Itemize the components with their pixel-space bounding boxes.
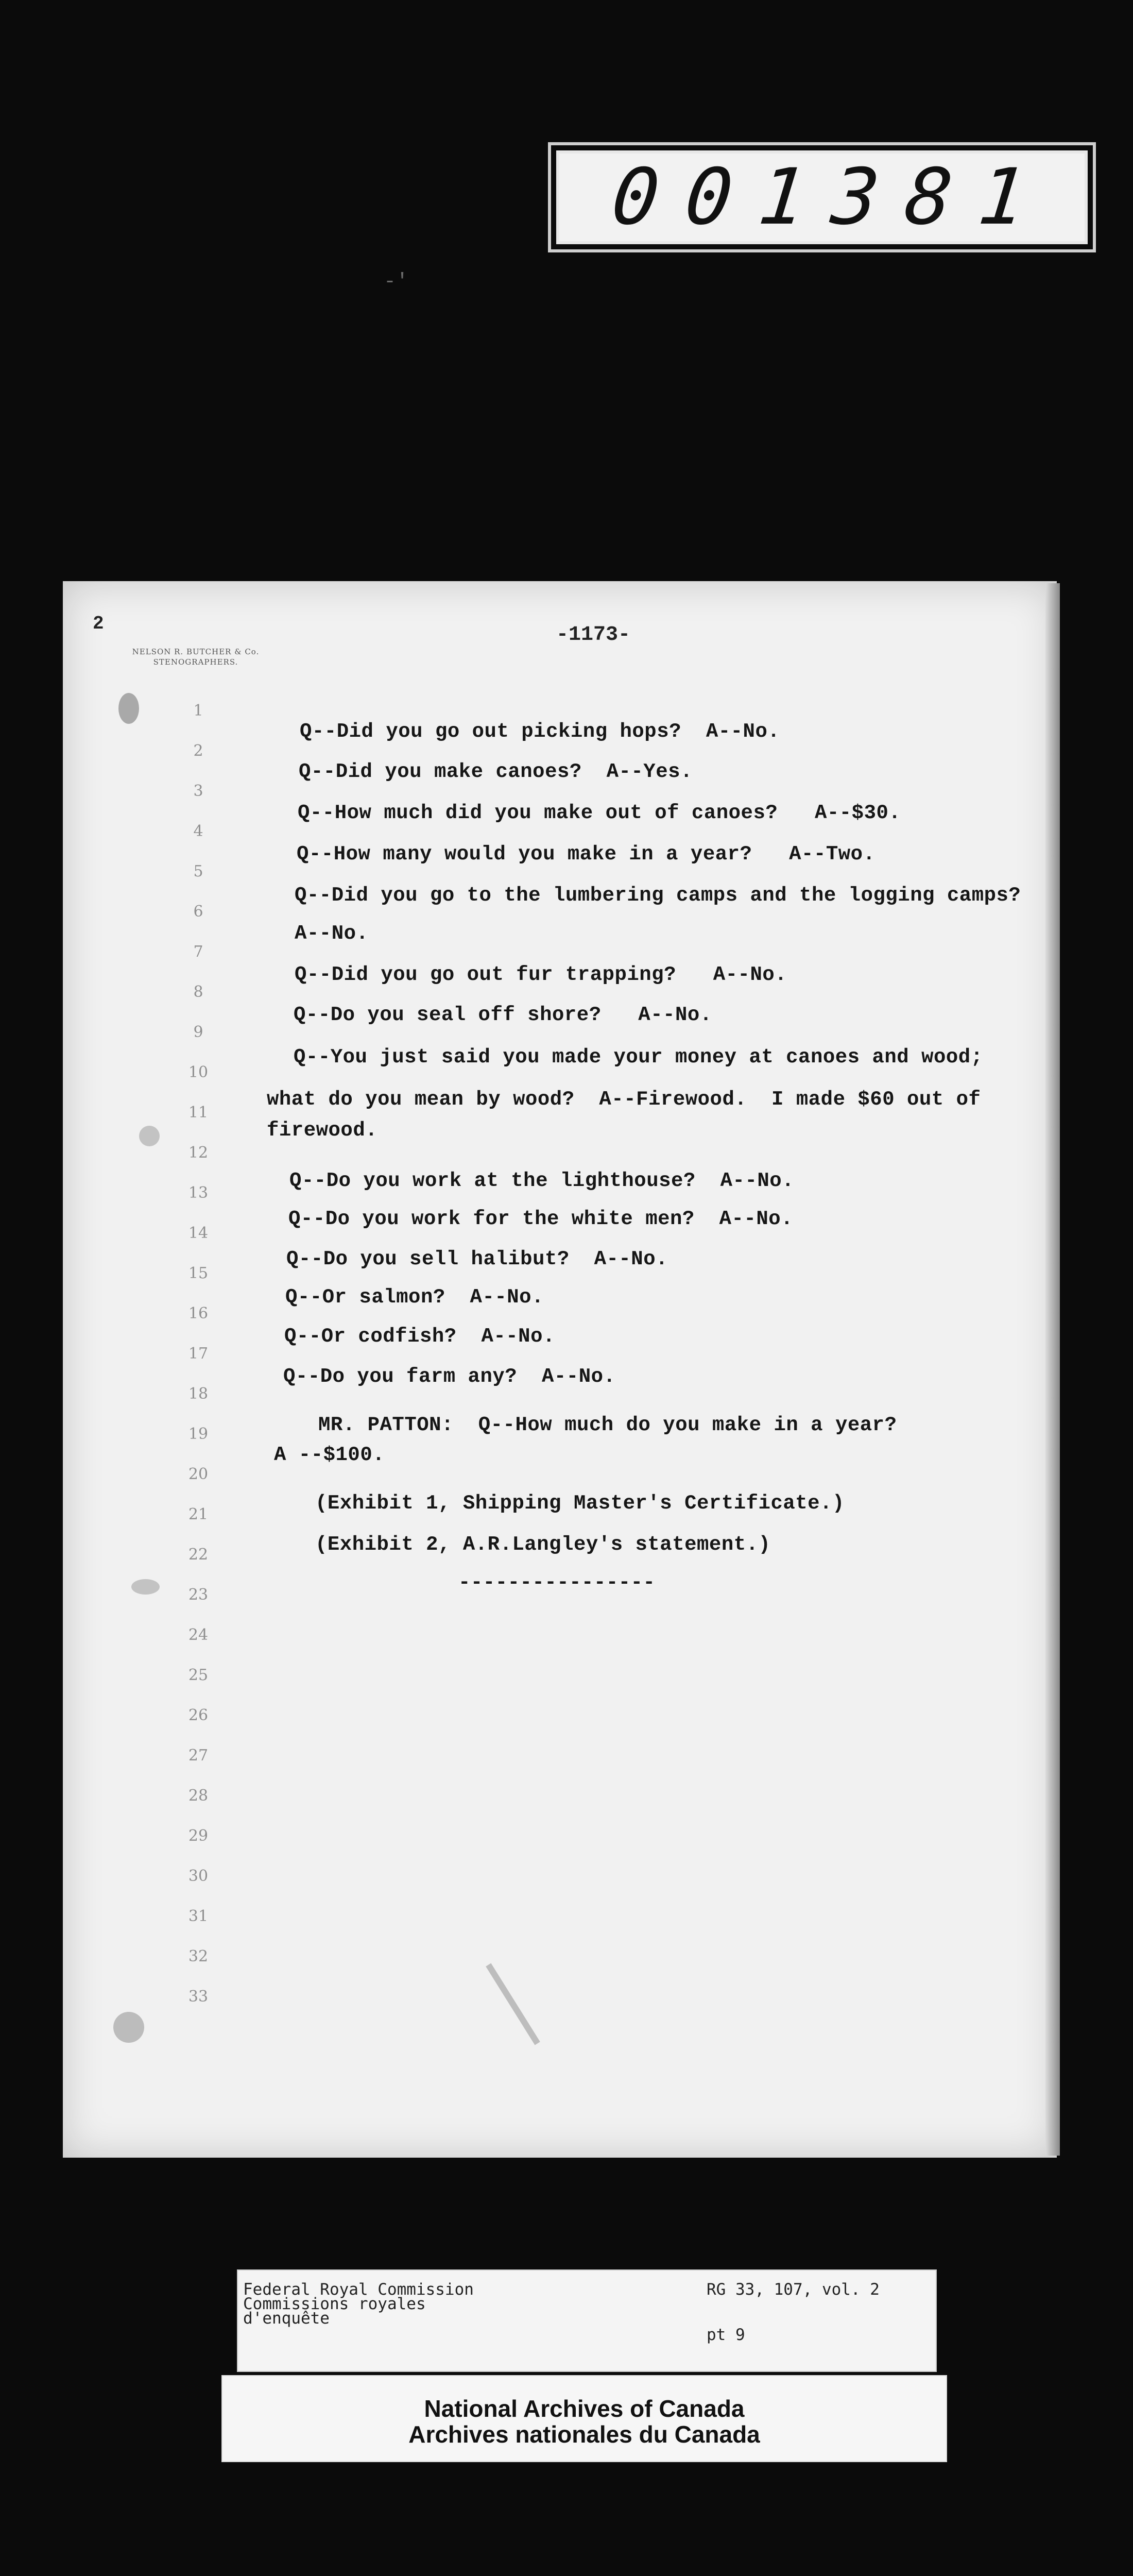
archive-name-fr: Archives nationales du Canada bbox=[408, 2421, 760, 2448]
line-number: 1 bbox=[193, 702, 203, 720]
page-number: -1173- bbox=[556, 623, 631, 647]
line-number: 12 bbox=[188, 1144, 209, 1162]
firm-role: STENOGRAPHERS. bbox=[153, 657, 238, 667]
transcript-line: Q--Did you make canoes? A--Yes. bbox=[299, 760, 693, 783]
stenographer-firm bbox=[106, 647, 286, 667]
line-number: 30 bbox=[188, 1867, 209, 1885]
scan-speck bbox=[118, 693, 139, 724]
line-number: 24 bbox=[188, 1626, 209, 1644]
transcript-line: Q--How many would you make in a year? A--Two. bbox=[297, 843, 876, 866]
corner-number: 2 bbox=[93, 613, 104, 634]
collection-label bbox=[237, 2269, 937, 2372]
line-number: 32 bbox=[188, 1947, 209, 1965]
transcript-line: Q--Do you work at the lighthouse? A--No. bbox=[289, 1170, 795, 1192]
frame-counter-number: 001381 bbox=[607, 152, 1057, 242]
line-number: 22 bbox=[188, 1546, 209, 1564]
line-number: 26 bbox=[188, 1706, 209, 1724]
collection-name-fr: Commissions royales bbox=[243, 2295, 426, 2313]
line-number: 14 bbox=[188, 1224, 209, 1242]
transcript-line: MR. PATTON: Q--How much do you make in a year? bbox=[318, 1414, 897, 1436]
transcript-line: A--No. bbox=[295, 922, 369, 945]
collection-name-fr-2: d'enquête bbox=[243, 2309, 330, 2328]
transcript-line: Q--Do you work for the white men? A--No. bbox=[288, 1208, 794, 1230]
archive-name-en: National Archives of Canada bbox=[424, 2395, 745, 2422]
line-number: 13 bbox=[188, 1184, 209, 1202]
line-number: 7 bbox=[193, 943, 203, 961]
scratch-mark: -' bbox=[384, 270, 409, 294]
line-number: 2 bbox=[193, 742, 203, 760]
line-number: 8 bbox=[193, 983, 203, 1001]
line-number: 27 bbox=[188, 1747, 209, 1765]
transcript-line: A --$100. bbox=[274, 1444, 385, 1466]
transcript-line: Q--Do you sell halibut? A--No. bbox=[286, 1248, 668, 1270]
collection-name-en: Federal Royal Commission bbox=[243, 2280, 474, 2299]
transcript-line: Q--Do you farm any? A--No. bbox=[283, 1365, 616, 1388]
end-rule: ---------------- bbox=[458, 1571, 656, 1594]
line-number: 6 bbox=[193, 903, 203, 921]
transcript-line: Q--Did you go out fur trapping? A--No. bbox=[295, 963, 787, 986]
part-number: pt 9 bbox=[707, 2326, 745, 2344]
transcript-line: (Exhibit 2, A.R.Langley's statement.) bbox=[315, 1533, 771, 1556]
line-number: 31 bbox=[188, 1907, 209, 1925]
line-number: 25 bbox=[188, 1666, 209, 1684]
line-number: 28 bbox=[188, 1787, 209, 1805]
transcript-line: firewood. bbox=[267, 1119, 378, 1142]
archive-plate bbox=[221, 2375, 947, 2462]
line-number: 19 bbox=[188, 1425, 209, 1443]
scan-speck bbox=[113, 2012, 144, 2043]
transcript-line: what do you mean by wood? A--Firewood. I made $60 out of bbox=[267, 1088, 981, 1111]
line-number: 23 bbox=[188, 1586, 209, 1604]
line-number: 3 bbox=[193, 782, 203, 800]
transcript-line: Q--You just said you made your money at canoes and wood; bbox=[294, 1046, 983, 1069]
transcript-line: Q--Or salmon? A--No. bbox=[285, 1286, 544, 1309]
firm-name: NELSON R. BUTCHER & Co. bbox=[132, 647, 260, 656]
transcript-line: Q--Or codfish? A--No. bbox=[284, 1325, 555, 1348]
line-number: 29 bbox=[188, 1827, 209, 1845]
transcript-line: Q--Do you seal off shore? A--No. bbox=[294, 1004, 712, 1026]
line-number: 21 bbox=[188, 1505, 209, 1523]
line-number: 17 bbox=[188, 1345, 209, 1363]
line-number: 10 bbox=[188, 1063, 209, 1081]
page-edge bbox=[1045, 583, 1060, 2156]
record-group-reference: RG 33, 107, vol. 2 bbox=[707, 2280, 880, 2299]
scan-speck bbox=[139, 1126, 160, 1146]
line-number: 15 bbox=[188, 1264, 209, 1282]
transcript-line: Q--Did you go out picking hops? A--No. bbox=[300, 720, 780, 743]
line-number: 9 bbox=[193, 1023, 203, 1041]
line-number: 4 bbox=[193, 822, 203, 840]
line-number: 18 bbox=[188, 1385, 209, 1403]
transcript-line: (Exhibit 1, Shipping Master's Certificate.) bbox=[315, 1492, 845, 1515]
line-number: 16 bbox=[188, 1304, 209, 1323]
transcript-line: Q--Did you go to the lumbering camps and the logging camps? bbox=[295, 884, 1021, 907]
line-number: 5 bbox=[193, 862, 203, 880]
frame-counter bbox=[556, 150, 1088, 244]
line-number: 33 bbox=[188, 1988, 209, 2006]
line-number: 20 bbox=[188, 1465, 209, 1483]
scan-speck bbox=[131, 1579, 160, 1595]
transcript-line: Q--How much did you make out of canoes? A--$30. bbox=[298, 802, 901, 824]
line-number: 11 bbox=[188, 1104, 209, 1122]
